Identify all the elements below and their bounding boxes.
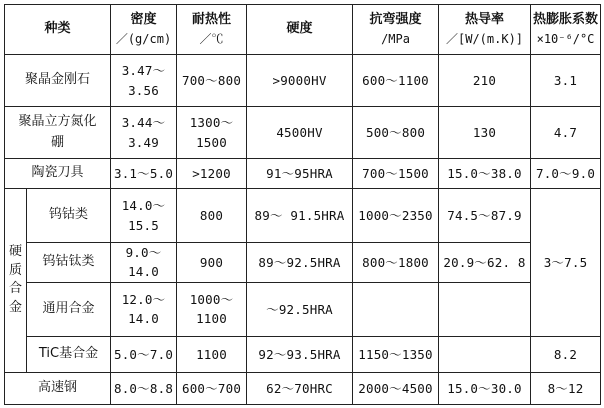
cell-density: 3.1～5.0 [111,159,177,189]
header-conductivity-title: 热导率 [465,12,505,28]
cell-density: 9.0～14.0 [111,243,177,283]
cell-expansion: 3.1 [531,55,601,107]
table-row [5,243,601,283]
row-name-line: 聚晶立方氮化 [18,114,97,130]
cell-conductivity [439,282,531,336]
cell-heat: 600～700 [177,372,247,404]
header-expansion-unit: ×10⁻⁶/°C [536,32,595,47]
cell-density-line: 3.56 [128,82,159,98]
cell-hardness: 62～70HRC [247,372,353,404]
row-name-hss: 高速钢 [5,372,111,404]
header-conductivity-unit: ／[W/(m.K)] [446,32,524,47]
header-bending-title: 抗弯强度 [369,12,422,28]
cell-density-line: 14.0～ [121,198,166,214]
header-bending [353,5,439,55]
header-conductivity [439,5,531,55]
cell-density-line: 3.44～ [121,115,166,131]
cell-density-line: 3.47～ [121,63,166,79]
cell-conductivity [439,336,531,372]
cell-heat [177,107,247,159]
cell-hardness: ～92.5HRA [247,282,353,336]
cell-expansion: 8.2 [531,336,601,372]
properties-table-sheet [4,4,600,404]
table-row [5,282,601,336]
header-density-title: 密度 [130,12,157,28]
header-heat-unit: ／℃ [199,32,224,47]
cell-density [111,55,177,107]
cell-heat: 700～800 [177,55,247,107]
cell-density: 8.0～8.8 [111,372,177,404]
cell-heat-line: 1300～ [189,115,234,131]
cell-bending: 2000～4500 [353,372,439,404]
cell-hardness: 89～ 91.5HRA [247,189,353,243]
cell-density [111,189,177,243]
cell-hardness: 91～95HRA [247,159,353,189]
header-density [111,5,177,55]
group-label-char: 合 [8,281,22,297]
cell-hardness: 92～93.5HRA [247,336,353,372]
row-name-pcbn [5,107,111,159]
header-heat [177,5,247,55]
cell-heat [177,282,247,336]
header-density-unit: ／(g/cm) [115,32,172,47]
cell-expansion: 4.7 [531,107,601,159]
header-type: 种类 [5,5,111,55]
table-row [5,159,601,189]
row-name-ceramic: 陶瓷刀具 [5,159,111,189]
header-bending-unit: /MPa [381,32,410,47]
row-name-tic-alloy: TiC基合金 [27,336,111,372]
cell-heat: 1100 [177,336,247,372]
cell-heat: 800 [177,189,247,243]
cell-density-line: 14.0 [128,311,159,327]
group-label-char: 硬 [8,243,22,259]
cell-bending: 800～1800 [353,243,439,283]
cell-density-line: 15.5 [128,217,159,233]
cell-expansion: 7.0～9.0 [531,159,601,189]
row-name-wc-tic-co: 钨钴钛类 [27,243,111,283]
table-row [5,55,601,107]
cell-hardness: 89～92.5HRA [247,243,353,283]
cell-conductivity: 210 [439,55,531,107]
header-expansion-title: 热膨胀系数 [533,12,599,28]
header-expansion [531,5,601,55]
table-row [5,372,601,404]
cell-density-line: 3.49 [128,134,159,150]
cell-density: 5.0～7.0 [111,336,177,372]
cell-bending [353,282,439,336]
cell-heat-line: 1500 [196,134,227,150]
header-hardness: 硬度 [247,5,353,55]
cell-bending: 1150～1350 [353,336,439,372]
cell-expansion: 8～12 [531,372,601,404]
cell-expansion-merged: 3～7.5 [531,189,601,337]
cell-density [111,107,177,159]
cell-bending: 700～1500 [353,159,439,189]
cell-conductivity: 74.5～87.9 [439,189,531,243]
cell-conductivity: 20.9～62. 8 [439,243,531,283]
group-label-hard-alloy [5,189,27,373]
cell-bending: 500～800 [353,107,439,159]
cell-conductivity: 15.0～38.0 [439,159,531,189]
row-name-pcd: 聚晶金刚石 [5,55,111,107]
row-name-line: 硼 [51,134,65,150]
tool-material-properties-table [4,4,601,405]
table-row [5,189,601,243]
cell-bending: 1000～2350 [353,189,439,243]
cell-heat: >1200 [177,159,247,189]
cell-conductivity: 130 [439,107,531,159]
cell-heat-line: 1100 [196,311,227,327]
cell-density [111,282,177,336]
cell-heat: 900 [177,243,247,283]
table-row [5,336,601,372]
header-heat-title: 耐热性 [192,12,232,28]
row-name-wc-co: 钨钴类 [27,189,111,243]
row-name-universal: 通用合金 [27,282,111,336]
header-row [5,5,601,55]
group-label-char: 金 [8,300,22,316]
cell-hardness: >9000HV [247,55,353,107]
cell-heat-line: 1000～ [189,291,234,307]
table-row [5,107,601,159]
cell-density-line: 12.0～ [121,291,166,307]
group-label-char: 质 [8,262,22,278]
cell-bending: 600～1100 [353,55,439,107]
cell-hardness: 4500HV [247,107,353,159]
cell-conductivity: 15.0～30.0 [439,372,531,404]
